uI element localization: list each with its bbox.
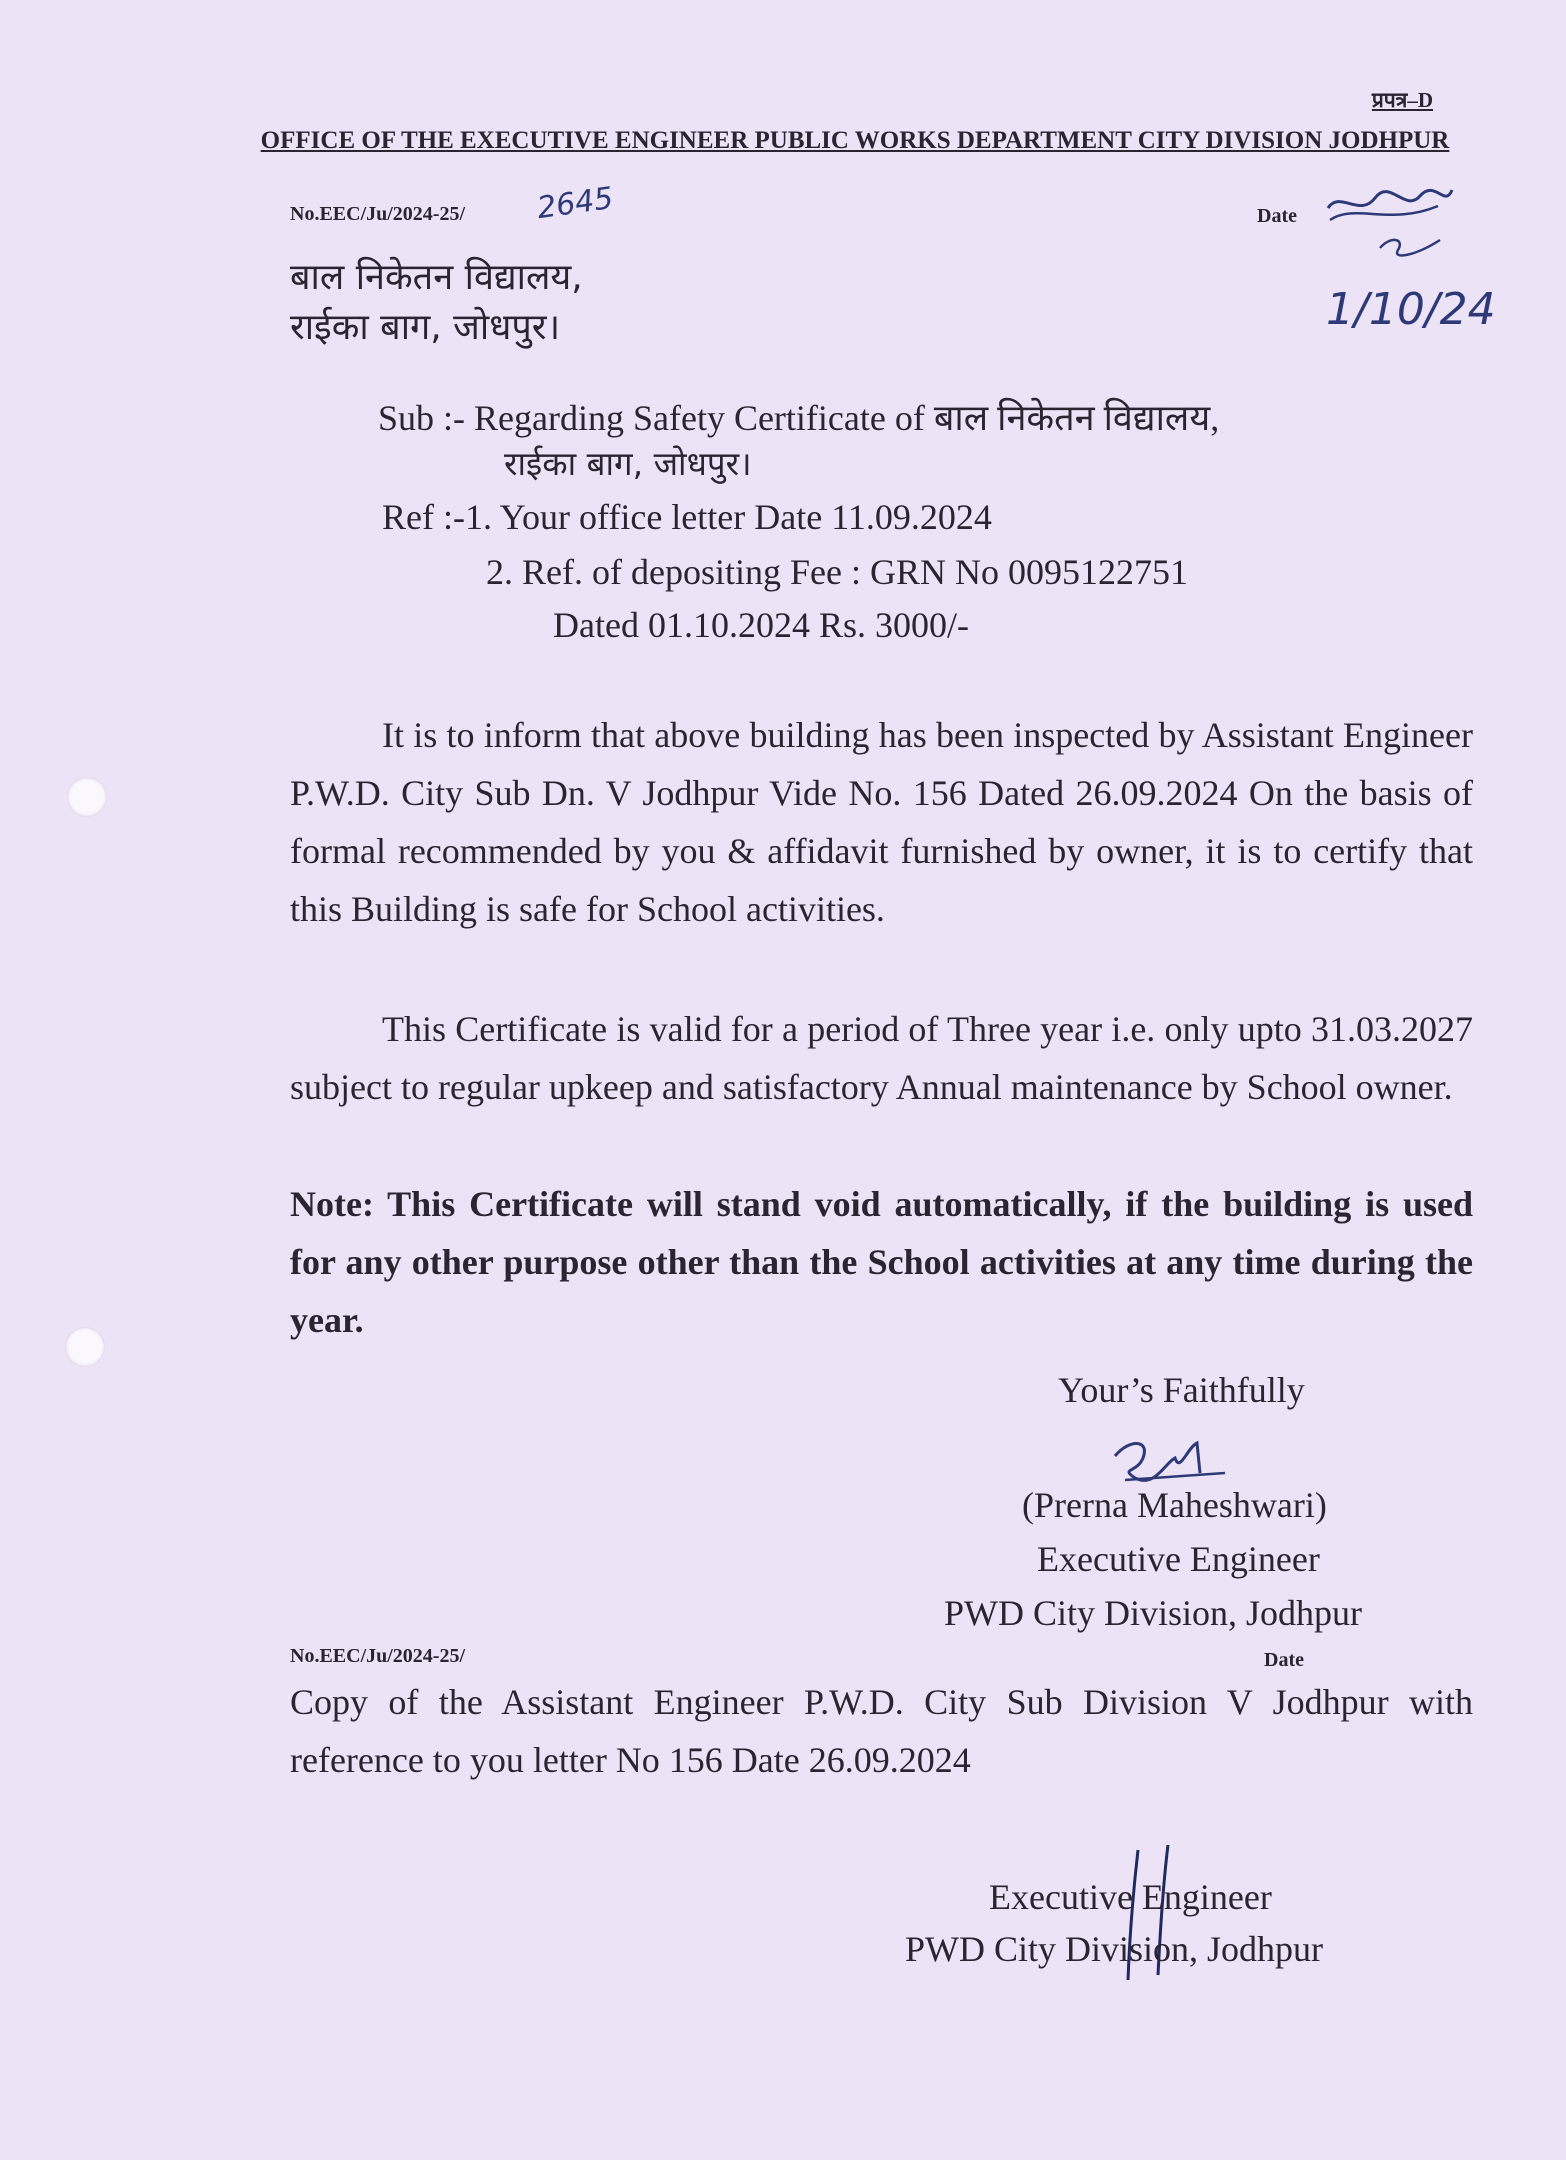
copy-date-label: Date [1264, 1649, 1304, 1671]
handwritten-date: 1/10/24 [1326, 284, 1496, 335]
signatory-division: PWD City Division, Jodhpur [944, 1593, 1363, 1633]
punch-hole-bottom [65, 1327, 105, 1367]
reference-line-2: 2. Ref. of depositing Fee : GRN No 0095122751 [486, 552, 1188, 592]
reference-line-1: Ref :-1. Your office letter Date 11.09.2024 [382, 497, 992, 537]
subject-line-2: राईका बाग, जोधपुर। [504, 444, 752, 483]
reference-number: No.EEC/Ju/2024-25/ [290, 203, 466, 225]
handwritten-dispatch-number: 2645 [534, 180, 616, 227]
addressee-line-1: बाल निकेतन विद्यालय, [290, 257, 583, 298]
signatory-title: Executive Engineer [1037, 1539, 1320, 1579]
form-id: प्रपत्र–D [1371, 88, 1433, 112]
addressee-line-2: राईका बाग, जोधपुर। [290, 307, 561, 348]
reference-line-3: Dated 01.10.2024 Rs. 3000/- [553, 605, 969, 645]
signatory-name: (Prerna Maheshwari) [1022, 1485, 1327, 1525]
office-title: OFFICE OF THE EXECUTIVE ENGINEER PUBLIC WORKS DEPARTMENT CITY DIVISION JODHPUR [260, 127, 1450, 154]
validity-paragraph: This Certificate is valid for a period of Three year i.e. only upto 31.03.2027 subject to regular upkeep and satisfactory Annual maintenance by School owner. [290, 1009, 1473, 1107]
copy-to-paragraph: Copy of the Assistant Engineer P.W.D. City Sub Division V Jodhpur with reference to you letter No 156 Date 26.09.2024 [290, 1682, 1473, 1780]
copy-signatory-title: Executive Engineer [989, 1877, 1272, 1917]
date-label: Date [1257, 205, 1297, 227]
punch-hole-top [67, 777, 107, 817]
addressee [290, 253, 583, 353]
note-paragraph: Note: This Certificate will stand void automatically, if the building is used for any other purpose other than the School activities at any time during the year. [290, 1184, 1473, 1340]
copy-reference-number: No.EEC/Ju/2024-25/ [290, 1645, 466, 1667]
struck-date-scribble [1320, 178, 1460, 268]
subject-line-1: Sub :- Regarding Safety Certificate of बाल निकेतन विद्यालय, [378, 398, 1220, 438]
closing-salutation: Your’s Faithfully [1058, 1370, 1305, 1410]
copy-signatory-division: PWD City Division, Jodhpur [905, 1929, 1324, 1969]
inspection-paragraph: It is to inform that above building has been inspected by Assistant Engineer P.W.D. City Sub Dn. V Jodhpur Vide No. 156 Dated 26.09.2024 On the basis of formal recommended by you & affidavit furnished by owner, it is to certify that this Building is safe for School activities. [290, 715, 1473, 929]
